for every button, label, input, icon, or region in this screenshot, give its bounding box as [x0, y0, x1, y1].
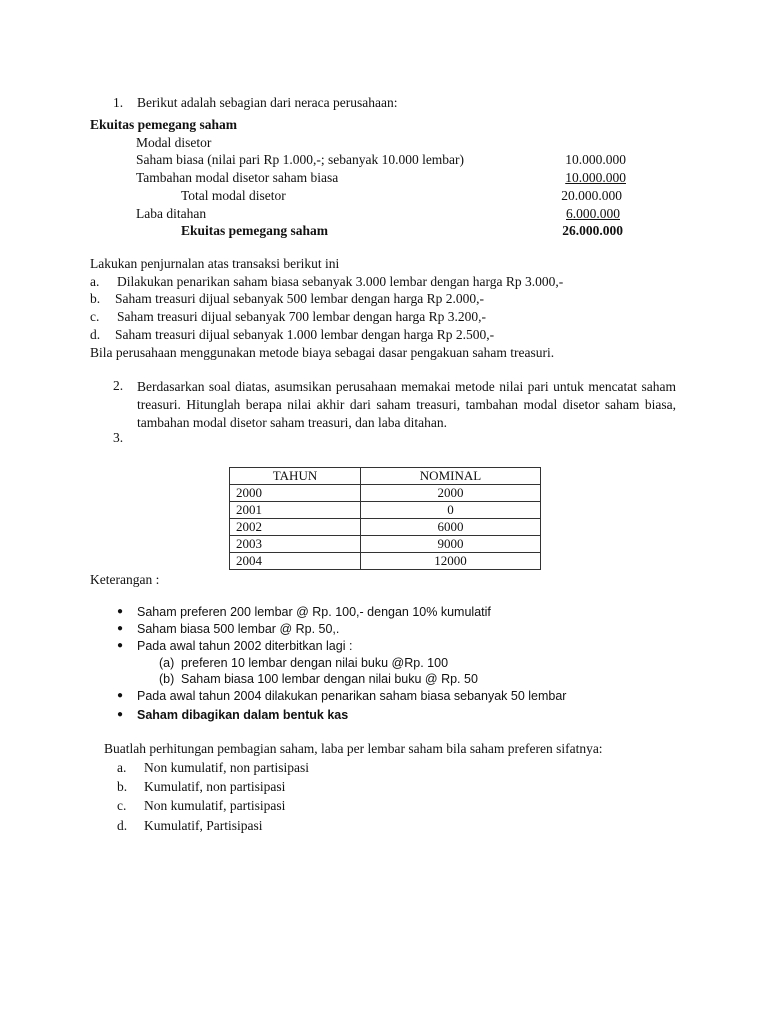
table-row: [230, 519, 541, 536]
option-marker: a.: [117, 760, 127, 775]
row-value: 10.000.000: [565, 170, 626, 185]
q1-instruction: Lakukan penjurnalan atas transaksi berikut ini: [90, 256, 340, 271]
option-item: Non kumulatif, partisipasi: [144, 798, 286, 813]
bullet-item: Saham biasa 500 lembar @ Rp. 50,.: [137, 622, 340, 636]
q1-note: Bila perusahaan menggunakan metode biaya sebagai dasar pengakuan saham treasuri.: [90, 345, 555, 360]
sub-item-marker: (b): [159, 672, 175, 686]
list-marker: b.: [90, 291, 101, 306]
option-item: Kumulatif, Partisipasi: [144, 818, 263, 833]
sub-item-marker: (a): [159, 656, 175, 670]
table-cell: 2000: [361, 485, 541, 502]
table-cell: 2001: [230, 502, 361, 519]
option-marker: d.: [117, 818, 128, 833]
table-cell: 6000: [361, 519, 541, 536]
list-marker: a.: [90, 274, 100, 289]
table-cell: 2000: [230, 485, 361, 502]
table-cell: 12000: [361, 553, 541, 570]
sub-item: Saham biasa 100 lembar dengan nilai buku @ Rp. 50: [181, 672, 478, 686]
q3-number: 3.: [113, 430, 124, 445]
bullet-item: Pada awal tahun 2002 diterbitkan lagi :: [137, 639, 353, 653]
list-marker: c.: [90, 309, 100, 324]
table-cell: 2002: [230, 519, 361, 536]
row-value: 10.000.000: [565, 152, 626, 167]
row-label: Laba ditahan: [136, 206, 207, 221]
bullet-icon: ●: [117, 709, 124, 720]
option-item: Kumulatif, non partisipasi: [144, 779, 286, 794]
year-nominal-table: [229, 467, 541, 570]
equity-heading: Ekuitas pemegang saham: [90, 117, 238, 132]
row-label: Saham biasa (nilai pari Rp 1.000,-; sebanyak 10.000 lembar): [136, 152, 465, 167]
bullet-item: Saham dibagikan dalam bentuk kas: [137, 708, 349, 722]
bullet-item: Pada awal tahun 2004 dilakukan penarikan saham biasa sebanyak 50 lembar: [137, 689, 567, 703]
table-header-row: [230, 468, 541, 485]
row-label: Ekuitas pemegang saham: [181, 223, 329, 238]
list-item: Saham treasuri dijual sebanyak 1.000 lembar dengan harga Rp 2.500,-: [115, 327, 495, 342]
q2-text: Berdasarkan soal diatas, asumsikan perusahaan memakai metode nilai pari untuk mencatat saham treasuri. Hitunglah berapa nilai akhir dari saham treasuri, tambahan modal disetor saham biasa, tambahan modal disetor saham treasuri, dan laba ditahan.: [137, 379, 676, 430]
option-item: Non kumulatif, non partisipasi: [144, 760, 309, 775]
table-header: NOMINAL: [361, 468, 541, 485]
table-header: TAHUN: [230, 468, 361, 485]
option-marker: c.: [117, 798, 127, 813]
bullet-item: Saham preferen 200 lembar @ Rp. 100,- dengan 10% kumulatif: [137, 605, 491, 619]
q2-number: 2.: [113, 378, 124, 393]
table-cell: 9000: [361, 536, 541, 553]
table-row: [230, 536, 541, 553]
row-value: 26.000.000: [562, 223, 623, 238]
row-value: 6.000.000: [566, 206, 620, 221]
table-cell: 2004: [230, 553, 361, 570]
list-item: Saham treasuri dijual sebanyak 500 lembar dengan harga Rp 2.000,-: [115, 291, 485, 306]
option-marker: b.: [117, 779, 128, 794]
row-label: Total modal disetor: [181, 188, 286, 203]
bullet-icon: ●: [117, 606, 124, 617]
bullet-icon: ●: [117, 623, 124, 634]
list-item: Saham treasuri dijual sebanyak 700 lembar dengan harga Rp 3.200,-: [117, 309, 487, 324]
q1-intro: Berikut adalah sebagian dari neraca perusahaan:: [137, 95, 398, 110]
table-cell: 2003: [230, 536, 361, 553]
keterangan-label: Keterangan :: [90, 572, 160, 587]
q3-instruction: Buatlah perhitungan pembagian saham, laba per lembar saham bila saham preferen sifatnya:: [104, 741, 603, 756]
table-row: [230, 502, 541, 519]
row-label: Modal disetor: [136, 135, 212, 150]
sub-item: preferen 10 lembar dengan nilai buku @Rp. 100: [181, 656, 449, 670]
table-cell: 0: [361, 502, 541, 519]
bullet-icon: ●: [117, 690, 124, 701]
q1-number: 1.: [113, 95, 124, 110]
list-item: Dilakukan penarikan saham biasa sebanyak 3.000 lembar dengan harga Rp 3.000,-: [117, 274, 564, 289]
bullet-icon: ●: [117, 640, 124, 651]
table-row: [230, 553, 541, 570]
table-row: [230, 485, 541, 502]
row-value: 20.000.000: [561, 188, 622, 203]
row-label: Tambahan modal disetor saham biasa: [136, 170, 339, 185]
list-marker: d.: [90, 327, 101, 342]
